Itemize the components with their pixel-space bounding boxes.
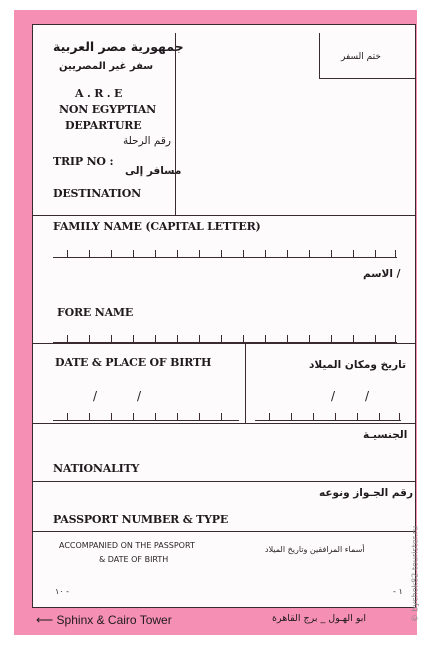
departure-card bbox=[14, 10, 417, 635]
dob-label-arabic: تاريخ ومكان الميلاد bbox=[309, 359, 407, 371]
dob-slash-4: / bbox=[365, 389, 370, 403]
dob-entry-line-left bbox=[53, 409, 239, 421]
name-label-arabic: / الاسم bbox=[363, 268, 401, 280]
passport-bottom-line bbox=[33, 531, 415, 532]
accompanied-label-arabic: أسماء المرافقين وتاريخ الميلاد bbox=[265, 545, 365, 554]
nationality-label-arabic: الجنسيـة bbox=[363, 429, 408, 441]
nationality-label: NATIONALITY bbox=[53, 462, 140, 475]
footer-caption bbox=[36, 613, 172, 627]
nationality-bottom-line bbox=[33, 481, 415, 482]
dob-label: DATE & PLACE OF BIRTH bbox=[55, 356, 212, 369]
left-arrow-icon: ⟵ bbox=[36, 613, 54, 627]
header-bottom-line bbox=[33, 215, 415, 216]
passport-label: PASSPORT NUMBER & TYPE bbox=[53, 513, 228, 526]
form-title-arabic: سفر غير المصريين bbox=[59, 61, 154, 72]
departure-label: DEPARTURE bbox=[65, 119, 142, 132]
destination-label: DESTINATION bbox=[53, 187, 141, 200]
dob-section-bottom-line bbox=[33, 423, 415, 424]
accompanied-label-line2: & DATE OF BIRTH bbox=[99, 555, 169, 564]
are-label: A . R . E bbox=[75, 87, 123, 100]
footer-caption-arabic: ابو الهـول _ برج القاهرة bbox=[272, 613, 367, 624]
dob-divider-vertical bbox=[245, 343, 246, 423]
dob-slash-2: / bbox=[137, 389, 142, 403]
dob-entry-line-right bbox=[255, 409, 401, 421]
header-divider-vertical bbox=[175, 33, 176, 215]
family-name-entry-line bbox=[53, 246, 397, 258]
right-page-mark: - ١ bbox=[393, 587, 403, 596]
dob-slash-3: / bbox=[331, 389, 336, 403]
fore-name-entry-line bbox=[53, 331, 397, 343]
trip-no-label: TRIP NO : bbox=[53, 155, 114, 168]
non-egyptian-label: NON EGYPTIAN bbox=[59, 103, 156, 116]
left-page-mark: ١٠ - bbox=[55, 587, 70, 596]
passport-label-arabic: رقم الجـواز ونوعه bbox=[319, 487, 413, 499]
footer-caption-english: Sphinx & Cairo Tower bbox=[56, 613, 172, 627]
name-section-bottom-line bbox=[33, 343, 415, 344]
trip-no-arabic: رقم الرحلة bbox=[123, 135, 171, 147]
destination-arabic: مسافر إلى bbox=[125, 165, 182, 177]
accompanied-label-line1: ACCOMPANIED ON THE PASSPORT bbox=[59, 541, 195, 550]
watermark-text: © bychok82.tourister.ru bbox=[410, 525, 420, 623]
dob-slash-1: / bbox=[93, 389, 98, 403]
fore-name-label: FORE NAME bbox=[57, 306, 134, 319]
stamp-label-arabic: ختم السفر bbox=[341, 52, 381, 62]
watermark bbox=[409, 510, 421, 638]
country-name-arabic: جمهورية مصر العربية bbox=[53, 39, 184, 54]
form-panel bbox=[32, 24, 416, 608]
family-name-label: FAMILY NAME (CAPITAL LETTER) bbox=[53, 220, 261, 233]
